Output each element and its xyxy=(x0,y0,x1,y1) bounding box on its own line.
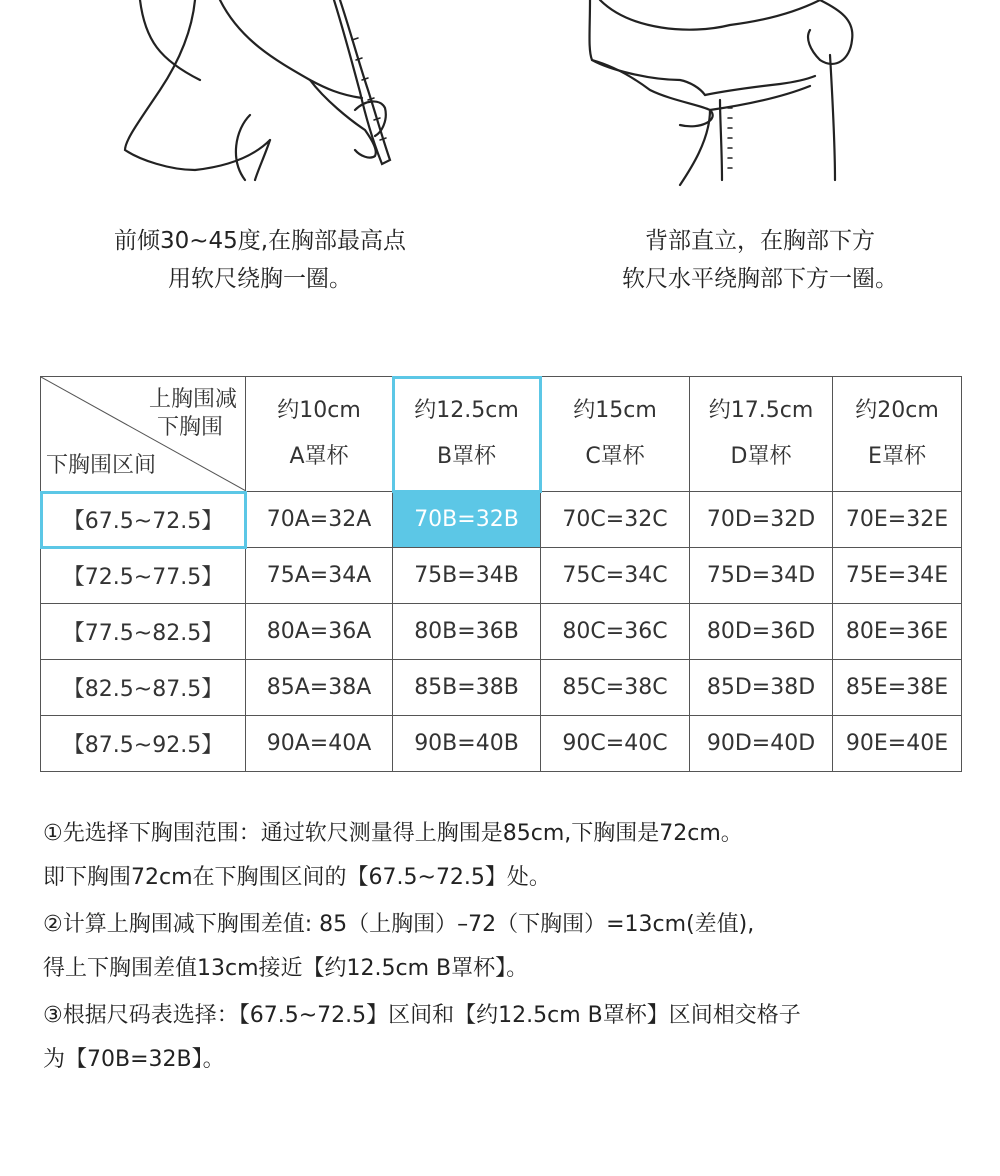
column-cup: D罩杯 xyxy=(730,444,792,469)
instruction-step-3 xyxy=(43,994,973,1082)
instruction-line: ③根据尺码表选择：【67.5~72.5】区间和【约12.5cm B罩杯】区间相交格子 xyxy=(43,1003,801,1028)
size-cell: 80B=36B xyxy=(393,604,541,660)
caption-right xyxy=(560,222,960,298)
row-range: 【67.5~72.5】 xyxy=(41,492,246,548)
table-corner-header xyxy=(41,377,246,492)
caption-right-line-2: 软尺水平绕胸部下方一圈。 xyxy=(622,266,898,292)
caption-left xyxy=(60,222,460,298)
size-chart-table xyxy=(40,376,962,772)
column-header-d xyxy=(690,377,833,492)
size-cell: 85C=38C xyxy=(541,660,690,716)
illustration-stand-upright xyxy=(570,0,860,190)
column-header-b xyxy=(393,377,541,492)
column-cup: A罩杯 xyxy=(289,444,349,469)
caption-left-line-1: 前倾30~45度,在胸部最高点 xyxy=(113,228,407,254)
corner-label-difference-1: 上胸围减 xyxy=(148,387,237,412)
size-cell-highlighted: 70B=32B xyxy=(393,492,541,548)
instruction-line: 得上下胸围差值13cm接近【约12.5cm B罩杯】。 xyxy=(43,956,529,981)
column-diff: 约10cm xyxy=(277,398,361,423)
size-cell: 70D=32D xyxy=(690,492,833,548)
instruction-step-2 xyxy=(43,903,973,991)
column-header-a xyxy=(246,377,393,492)
row-range: 【82.5~87.5】 xyxy=(41,660,246,716)
corner-label-difference-2: 下胸围 xyxy=(156,415,223,440)
corner-label-underbust-range: 下胸围区间 xyxy=(46,453,157,478)
size-cell: 75A=34A xyxy=(246,548,393,604)
size-cell: 90C=40C xyxy=(541,716,690,772)
size-cell: 70A=32A xyxy=(246,492,393,548)
size-cell: 90D=40D xyxy=(690,716,833,772)
table-row xyxy=(41,604,962,660)
column-diff: 约12.5cm xyxy=(414,398,519,423)
column-cup: C罩杯 xyxy=(585,444,645,469)
size-cell: 75C=34C xyxy=(541,548,690,604)
table-row xyxy=(41,716,962,772)
size-cell: 85B=38B xyxy=(393,660,541,716)
size-cell: 85D=38D xyxy=(690,660,833,716)
caption-left-line-2: 用软尺绕胸一圈。 xyxy=(168,266,352,292)
size-cell: 85A=38A xyxy=(246,660,393,716)
size-cell: 80C=36C xyxy=(541,604,690,660)
column-diff: 约17.5cm xyxy=(708,398,814,423)
illustration-lean-forward xyxy=(100,0,420,190)
size-cell: 85E=38E xyxy=(833,660,962,716)
size-cell: 70E=32E xyxy=(833,492,962,548)
row-range: 【72.5~77.5】 xyxy=(41,548,246,604)
size-cell: 75E=34E xyxy=(833,548,962,604)
table-row xyxy=(41,548,962,604)
instruction-step-1 xyxy=(43,812,973,900)
size-cell: 90A=40A xyxy=(246,716,393,772)
instruction-line: ②计算上胸围减下胸围差值: 85（上胸围）–72（下胸围）=13cm(差值), xyxy=(43,912,755,937)
instruction-line: 即下胸围72cm在下胸围区间的【67.5~72.5】处。 xyxy=(43,865,551,890)
instruction-line: 为【70B=32B】。 xyxy=(43,1047,225,1072)
caption-right-line-1: 背部直立，在胸部下方 xyxy=(645,228,875,254)
row-range: 【77.5~82.5】 xyxy=(41,604,246,660)
row-range: 【87.5~92.5】 xyxy=(41,716,246,772)
size-cell: 90B=40B xyxy=(393,716,541,772)
size-cell: 70C=32C xyxy=(541,492,690,548)
instruction-line: ①先选择下胸围范围：通过软尺测量得上胸围是85cm,下胸围是72cm。 xyxy=(43,821,743,846)
size-cell: 80E=36E xyxy=(833,604,962,660)
size-cell: 75D=34D xyxy=(690,548,833,604)
table-row xyxy=(41,660,962,716)
size-cell: 80D=36D xyxy=(690,604,833,660)
table-row xyxy=(41,492,962,548)
size-cell: 80A=36A xyxy=(246,604,393,660)
column-header-e xyxy=(833,377,962,492)
column-diff: 约20cm xyxy=(855,398,939,423)
column-diff: 约15cm xyxy=(573,398,657,423)
column-header-c xyxy=(541,377,690,492)
column-cup: E罩杯 xyxy=(868,444,926,469)
size-cell: 90E=40E xyxy=(833,716,962,772)
instructions xyxy=(43,812,973,1085)
column-cup: B罩杯 xyxy=(436,444,497,469)
size-cell: 75B=34B xyxy=(393,548,541,604)
